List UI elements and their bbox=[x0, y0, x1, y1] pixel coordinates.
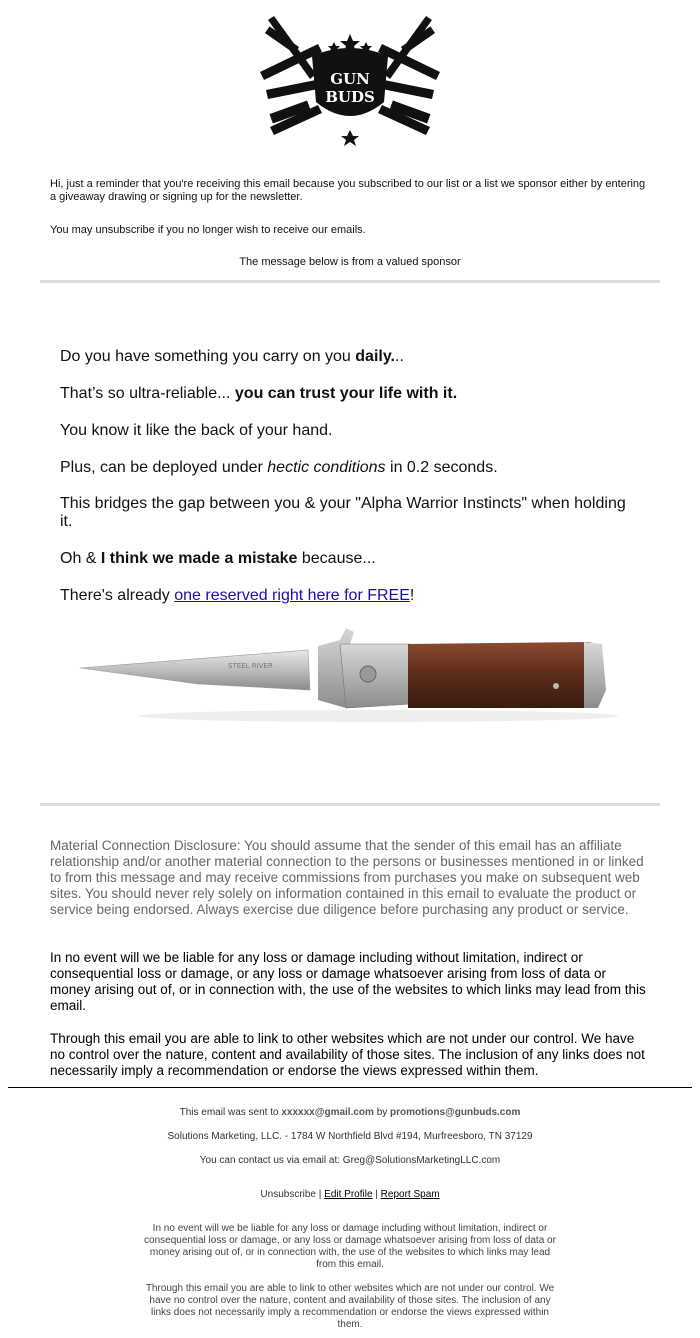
ad-paragraph-6: Oh & I think we made a mistake because... bbox=[60, 550, 376, 567]
ad-paragraph-2: That’s so ultra-reliable... you can trust your life with it. bbox=[60, 385, 458, 402]
logo-text-gun: GUN bbox=[330, 70, 370, 88]
unsubscribe-link[interactable]: Unsubscribe bbox=[260, 1189, 316, 1200]
divider-top bbox=[40, 280, 660, 283]
external-links-disclaimer: Through this email you are able to link to other websites which are not under our control. We have no control over the nature, content and availability of those sites. The inclusion of any links does not necessarily imply a recommendation or endorse the views expressed within them. bbox=[50, 1031, 645, 1078]
ad-paragraph-3: You know it like the back of your hand. bbox=[60, 422, 333, 439]
footer-links: Unsubscribe | Edit Profile | Report Spam bbox=[260, 1189, 440, 1200]
sponsor-note: The message below is from a valued sponsor bbox=[239, 256, 461, 268]
knife-brand-text: STEEL RIVER bbox=[228, 662, 273, 670]
logo-text-buds: BUDS bbox=[325, 88, 375, 106]
mailing-address: Solutions Marketing, LLC. - 1784 W Northfield Blvd #194, Murfreesboro, TN 37129 bbox=[167, 1131, 533, 1142]
footer-divider bbox=[8, 1087, 692, 1088]
edit-profile-link[interactable]: Edit Profile bbox=[324, 1189, 373, 1200]
subscription-reminder: Hi, just a reminder that you're receiving this email because you subscribed to our list or a list we sponsor either by entering a giveaway drawing or signing up for the newsletter. bbox=[50, 178, 646, 203]
footer-links-disclaimer: Through this email you are able to link to other websites which are not under our control. We have no control over the nature, content and availability of those sites. The inclusion of any links does not necessarily imply a recommendation or endorse the views expressed within them. bbox=[145, 1283, 555, 1330]
gunbuds-logo bbox=[250, 12, 450, 152]
knife-product-image[interactable] bbox=[78, 628, 618, 738]
unsubscribe-note: You may unsubscribe if you no longer wish to receive our emails. bbox=[50, 224, 366, 236]
divider-bottom bbox=[40, 803, 660, 806]
sent-to-line: This email was sent to xxxxxx@gmail.com by promotions@gunbuds.com bbox=[179, 1107, 521, 1118]
ad-paragraph-4: Plus, can be deployed under hectic conditions in 0.2 seconds. bbox=[60, 459, 498, 476]
report-spam-link[interactable]: Report Spam bbox=[380, 1189, 440, 1200]
contact-email: You can contact us via email at: Greg@SolutionsMarketingLLC.com bbox=[199, 1155, 501, 1166]
footer-liability: In no event will we be liable for any loss or damage including without limitation, indirect or consequential loss or damage, or any loss or damage whatsoever arising from loss of data or money arising out of, or in connection with, the use of the websites to which links may lead from this email. bbox=[144, 1223, 556, 1270]
ad-paragraph-1: Do you have something you carry on you daily... bbox=[60, 348, 404, 365]
ad-paragraph-7: There's already one reserved right here for FREE! bbox=[60, 587, 415, 604]
liability-disclaimer: In no event will we be liable for any loss or damage including without limitation, indirect or consequential loss or damage, or any loss or damage whatsoever arising from loss of data or money arising out of, or in connection with, the use of the websites to which links may lead from this email. bbox=[50, 950, 646, 1013]
free-offer-link[interactable]: one reserved right here for FREE bbox=[174, 587, 410, 604]
ad-paragraph-5: This bridges the gap between you & your "Alpha Warrior Instincts" when holding it. bbox=[60, 495, 626, 530]
material-disclosure: Material Connection Disclosure: You should assume that the sender of this email has an affiliate relationship and/or another material connection to the persons or businesses mentioned in or linked to from this message and may receive commissions from purchases you make on subsequent web sites. You should never rely solely on information contained in this email to evaluate the product or service being endorsed. Always exercise due diligence before purchasing any product or service. bbox=[50, 838, 644, 917]
